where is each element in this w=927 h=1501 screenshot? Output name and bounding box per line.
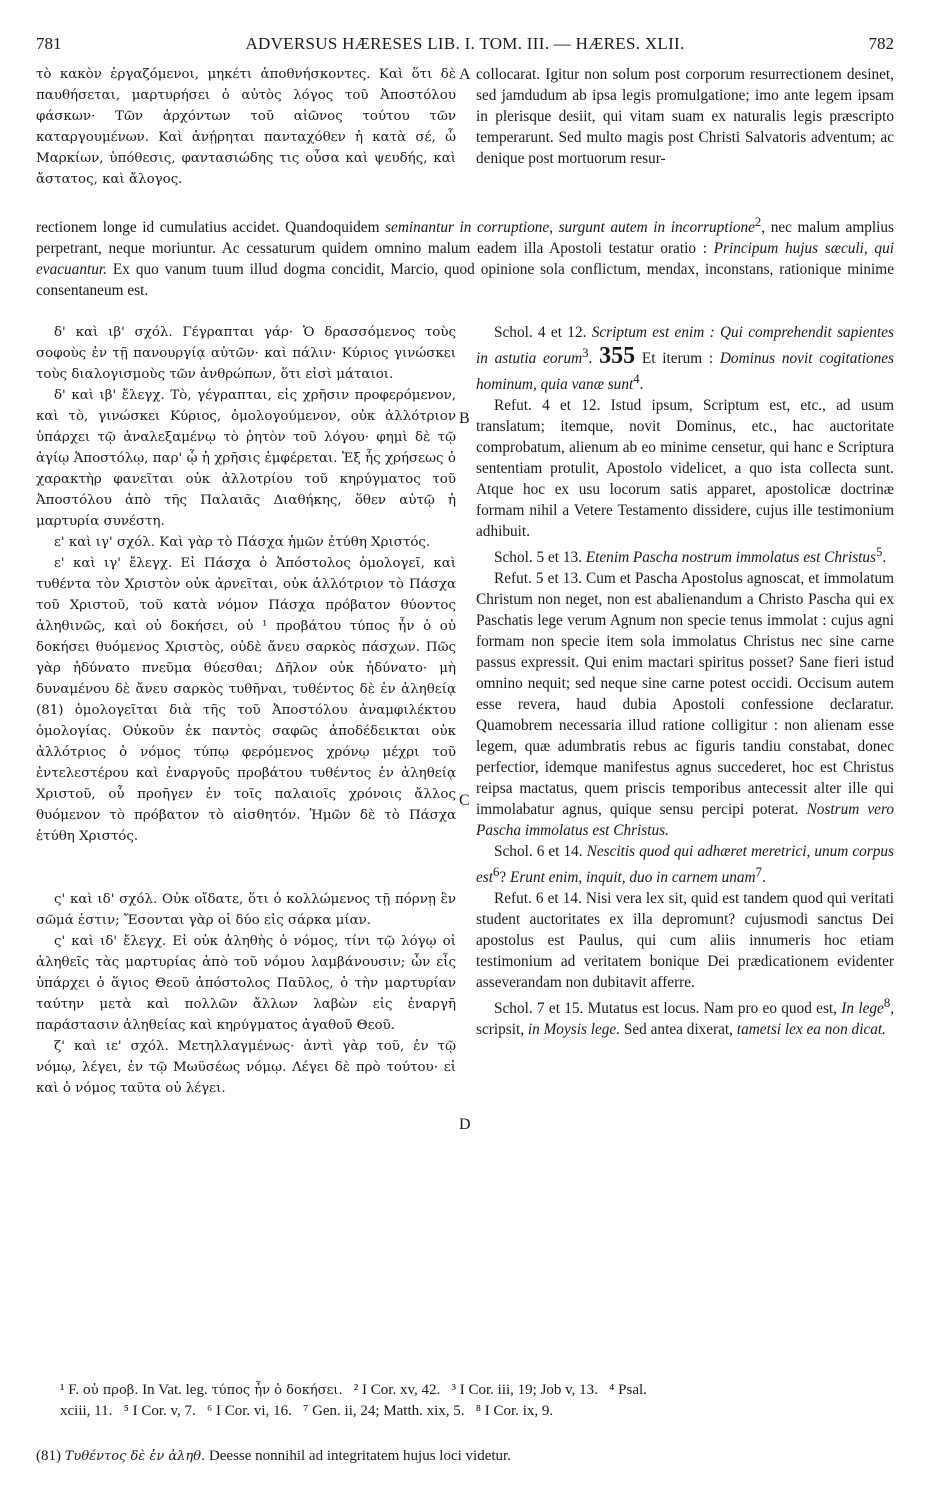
latin-refutation-5-13: Refut. 5 et 13. Cum et Pascha Apostolus agnoscat, et immolatum Christum non neget, non est abalienandum a Christo Pascha qui ex Paschatis lege verum Agnum non specie tenus immolat : cujus agni formam non specie item sola immolatus Christus nec sine carne passus expressit. Qui enim mactari spiritus posset? Sane fieri istud omnino nequit; sed neque sine carne potest occidi. Occisum autem esse revera, haud dubia Apostoli confessione declaratur. Quamobrem necessaria illud ratione colligitur : non alienam esse legem, quæ adumbratis rebus ac figuris tandiu constabat, donec perfectior, idemque manifestus agnus succederet, hoc est Christus reipsa mactatus, quem priscis temporibus antecessit alter ille qui immolabatur agnus, quique sensu percipi poterat. Nostrum vero Pascha immolatus est Christus. <box>476 570 894 840</box>
greek-scholion-5-13: ε' καὶ ιγ' σχόλ. Καὶ γὰρ τὸ Πάσχα ἡμῶν ἐτύθη Χριστός. <box>54 535 431 550</box>
latin-refutation-6-14: Refut. 6 et 14. Nisi vera lex sit, quid est tandem quod qui veritati student auctoritates ex illa depromunt? cujusmodi sanctus Dei apostolus est Paulus, qui cum aliis innumeris hoc etiam testimonium ad veritatem bonique Dei prædicationem evidenter asseverandam non dubitavit afferre. <box>476 890 894 992</box>
greek-refutation-4-12: δ' καὶ ιβ' ἔλεγχ. Τὸ, γέγραπται, εἰς χρῆσιν προφερόμενον, καὶ τὸ, γινώσκει Κύριος, ὁμολογούμενον, οὐκ ἀλλότριον ὑπάρχει τῷ ἀναλεξαμένῳ τὸ ῥητὸν τοῦ λόγου· φημὶ δὲ τῷ ἁγίῳ Ἀποστόλῳ, παρ' ᾧ ἡ χρῆσις ἐμφέρεται. Ἐξ ἧς χρήσεως ὁ χαρακτὴρ φανεῖται οὐκ ἀλλοτρίου τοῦ κηρύγματος τοῦ Ἀποστόλου ἀπὸ τῆς Παλαιᾶς Διαθήκης, ὅθεν αὐτῷ ἡ μαρτυρία συνέστη. <box>36 388 456 529</box>
latin-column <box>476 322 894 1040</box>
page-number-right: 782 <box>868 34 894 53</box>
greek-scholion-7-15: ζ' καὶ ιε' σχόλ. Μετηλλαγμένως· ἀντὶ γὰρ τοῦ, ἐν τῷ νόμῳ, λέγει, ἐν τῷ Μωϋσέως νόμῳ. Λέγει δὲ πρὸ τούτου· εἰ καὶ ὁ νόμος ταῦτα οὐ λέγει. <box>36 1039 456 1096</box>
page-header <box>36 34 894 58</box>
top-latin-paragraph: collocarat. Igitur non solum post corporum resurrectionem desinet, sed jamdudum ab ipsa legis promulgatione; imo ante legem ipsam in plerisque desiit, qui vitam suam ex naturalis legis præscripto temperarunt. Sed multo magis post Christi Salvatoris adventum; ac denique post mortuorum resur- <box>476 66 894 167</box>
latin-scholion-7-15: Schol. 7 et 15. Mutatus est locus. Nam pro eo quod est, In lege$^8$, scripsit, in Moysis lege. Sed antea dixerat, tametsi lex ea non dicat. <box>476 996 895 1039</box>
margin-letter-d: D <box>459 1116 471 1133</box>
top-greek-paragraph: τὸ κακὸν ἐργαζόμενοι, μηκέτι ἀποθνήσκοντες. Καὶ ὅτι δὲ παυθήσεται, μαρτυρήσει ὁ αὐτὸς λόγος τοῦ Ἀποστόλου φάσκων· Τῶν ἀρχόντων τοῦ αἰῶνος τούτου τῶν καταργουμένων. Καὶ ἀνῄρηται πανταχόθεν ἡ κατὰ σέ, ὦ Μαρκίων, ὑπόθεσις, φαντασιώδης τις οὖσα καὶ ψευδής, καὶ ἄστατος, καὶ ἄλογος. <box>36 67 456 187</box>
footnotes-references <box>60 1380 894 1421</box>
top-greek-column <box>36 64 456 190</box>
running-title: ADVERSUS HÆRESES LIB. I. TOM. III. — HÆRES. XLII. <box>245 34 685 53</box>
footnote-line-2: xciii, 11. ⁵ I Cor. v, 7. ⁶ I Cor. vi, 16. ⁷ Gen. ii, 24; Matth. xix, 5. ⁸ I Cor. ix, 9. <box>60 1403 554 1419</box>
latin-scholion-6-14: Schol. 6 et 14. Nescitis quod qui adhæret meretrici, unum corpus est$^6$? Erunt enim, inquit, duo in carnem unam$^7$. <box>476 843 894 887</box>
margin-letter-c: C <box>459 792 470 809</box>
column-marker: 355 <box>599 343 636 370</box>
margin-letter-a: A <box>459 66 471 83</box>
greek-refutation-5-13: ε' καὶ ιγ' ἔλεγχ. Εἰ Πάσχα ὁ Ἀπόστολος ὁμολογεῖ, καὶ τυθέντα τὸν Χριστὸν οὐκ ἀρνεῖται, οὐκ ἀλλότριον τὸ Πάσχα τοῦ Χριστοῦ, τοῦ κατὰ νόμον Πάσχα πρόβατον θύοντος ἀληθινῶς, καὶ οὐ δοκήσει, οὐ ¹ προβάτου τύπος ἦν ὁ οὐ δοκήσει θυόμενος Χριστὸς, οὐδὲ ἄνευ σαρκὸς πάσχων. Πῶς γὰρ ἠδύνατο πνεῦμα θύεσθαι; Δῆλον οὐκ ἠδύνατο· μὴ δυναμένου δὲ ἄνευ σαρκὸς τυθῆναι, τυθέντος δὲ ἐν ἀληθείᾳ (81) ὁμολογεῖται διὰ τῆς τοῦ Ἀποστόλου ἀναμφιλέκτου ὁμολογίας. Οὐκοῦν ἐκ παντὸς σαφῶς ἀποδέδεικται οὐκ ἀλλότριος ὁ νόμος τύπῳ φερόμενος χρόνῳ μέχρι τοῦ ἐντελεστέρου καὶ ἐναργοῦς προβάτου τυθέντος ἐν ἀληθείᾳ Χριστοῦ, οὗ προῆγεν ἐν τοῖς παλαιοῖς χρόνοις ἄλλος θυόμενον τὸ πρόβατον τὸ αἰσθητόν. Ἡμῶν δὲ τὸ Πάσχα ἐτύθη Χριστός. <box>36 556 456 844</box>
greek-scholion-4-12: δ' καὶ ιβ' σχόλ. Γέγραπται γάρ· Ὁ δρασσόμενος τοὺς σοφοὺς ἐν τῇ πανουργίᾳ αὐτῶν· καὶ πάλιν· Κύριος γινώσκει τοὺς διαλογισμοὺς τῶν ἀνθρώπων, ὅτι εἰσὶ μάταιοι. <box>36 325 456 382</box>
editor-note-81: (81) Τυθέντος δὲ ἐν ἀληθ. Deesse nonnihil ad integritatem hujus loci videtur. <box>36 1448 511 1464</box>
latin-refutation-4-12: Refut. 4 et 12. Istud ipsum, Scriptum est, etc., ad usum translatum; itemque, novit Dominus, etc., hac auctoritate comprobatum, alienum ab eo minime censetur, qui hanc e Scriptura sententiam protulit, Apostolo videlicet, a quo ista collecta sunt. Atque hoc ex usu locorum satis apparet, apostolicæ doctrinæ formam nihil a Vetere Testamento dissidere, cujus ille testimonium adhibuit. <box>476 397 894 541</box>
margin-letter-b: B <box>459 410 470 427</box>
greek-scholion-6-14: ς' καὶ ιδ' σχόλ. Οὐκ οἴδατε, ὅτι ὁ κολλώμενος τῇ πόρνῃ ἓν σῶμά ἐστιν; Ἔσονται γὰρ οἱ δύο εἰς σάρκα μίαν. <box>36 892 456 928</box>
page-number-left: 781 <box>36 34 62 53</box>
latin-scholion-5-13: Schol. 5 et 13. Etenim Pascha nostrum immolatus est Christus$^5$. <box>494 545 887 567</box>
latin-scholion-4-12: Schol. 4 et 12. Scriptum est enim : Qui comprehendit sapientes in astutia eorum$^3$. 355 Et iterum : Dominus novit cogitationes hominum, quia vanæ sunt$^4$. <box>476 324 895 394</box>
greek-column <box>36 322 456 1099</box>
full-width-paragraph: rectionem longe id cumulatius accidet. Quandoquidem seminantur in corruptione, surgunt autem in incorruptione$^2$, nec malum amplius perpetrant, neque moriuntur. Ac cessaturum quidem omnino malum eadem illa Apostoli testatur oratio : Principum hujus sæculi, qui evacuantur. Ex quo vanum tuum illud dogma concidit, Marcio, quod opinione sola conflictum, mendax, inconstans, rationique minime consentaneum est. <box>36 215 894 300</box>
footnote-line-1: ¹ F. οὐ προβ. In Vat. leg. τύπος ἦν ὁ δοκήσει. ² I Cor. xv, 42. ³ I Cor. iii, 19; Job v, 13. ⁴ Psal. <box>60 1382 647 1398</box>
top-latin-column <box>476 64 894 169</box>
greek-refutation-6-14: ς' καὶ ιδ' ἔλεγχ. Εἰ οὐκ ἀληθὴς ὁ νόμος, τίνι τῷ λόγῳ οἱ ἀληθεῖς τὰς μαρτυρίας ἀπὸ τοῦ νόμου λαμβάνουσιν; ὧν εἷς ὑπάρχει ὁ ἅγιος Θεοῦ ἀπόστολος Παῦλος, ὁ τὴν μαρτυρίαν ταύτην μετὰ καὶ πολλῶν ἄλλων λαβὼν εἰς ἐναργῆ παράστασιν ἀληθείας καὶ κηρύγματος ἀγαθοῦ Θεοῦ. <box>36 934 456 1033</box>
